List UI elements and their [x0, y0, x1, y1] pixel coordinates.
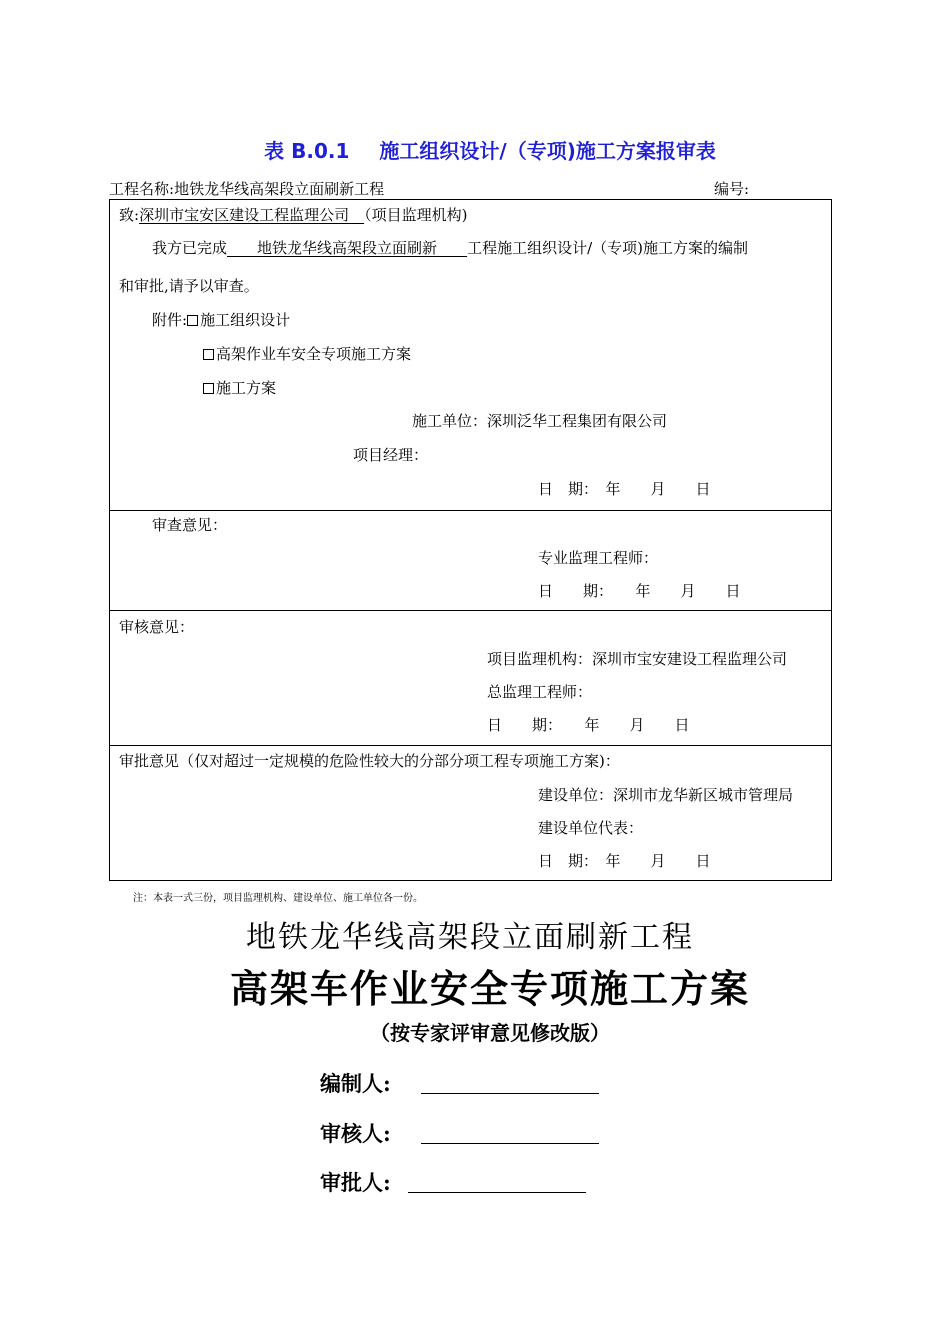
project-name: 地铁龙华线高架段立面刷新工程 [174, 180, 385, 198]
date-line: 日 期： 年 月 日 [487, 716, 690, 734]
attachment-item: 施工方案 [203, 377, 276, 398]
chief-engineer: 总监理工程师： [487, 683, 593, 701]
number-label: 编号: [714, 180, 750, 198]
divider [110, 510, 831, 511]
approval-form-table [109, 199, 832, 881]
cover-project-name: 地铁龙华线高架段立面刷新工程 [246, 920, 694, 955]
checkbox-icon[interactable] [203, 383, 214, 394]
project-name-line [109, 178, 384, 199]
addressee-line: 致:深圳市宝安区建设工程监理公司 （项目监理机构) [119, 206, 468, 224]
reviewer-label: 审核人: [320, 1121, 391, 1146]
approver-signature-line[interactable] [408, 1192, 586, 1193]
divider [110, 610, 831, 611]
owner-representative: 建设单位代表： [538, 819, 644, 837]
divider [110, 745, 831, 746]
checkbox-icon[interactable] [203, 349, 214, 360]
owner-unit: 建设单位：深圳市龙华新区城市管理局 [538, 786, 794, 804]
form-name: 施工组织设计/（专项)施工方案报审表 [379, 139, 716, 163]
specialist-engineer: 专业监理工程师： [538, 549, 659, 567]
compiler-signature-line[interactable] [421, 1093, 599, 1094]
attachment-item: 附件: 施工组织设计 [152, 311, 291, 329]
date-line: 日 期： 年 月 日 [538, 852, 711, 870]
form-title [0, 135, 950, 164]
statement-line-1: 我方已完成 地铁龙华线高架段立面刷新 工程施工组织设计/（专项)施工方案的编制 [152, 239, 748, 257]
checkbox-icon[interactable] [187, 315, 198, 326]
audit-opinion-label: 审核意见： [119, 618, 195, 636]
approval-opinion-label: 审批意见（仅对超过一定规模的危险性较大的分部分项工程专项施工方案)： [119, 752, 620, 770]
statement-project: 地铁龙华线高架段立面刷新 [257, 239, 438, 257]
project-manager: 项目经理： [353, 446, 429, 464]
statement-line-2: 和审批,请予以审查。 [119, 277, 259, 295]
supervisor-company: 深圳市宝安区建设工程监理公司 [139, 206, 350, 224]
footnote: 注：本表一式三份，项目监理机构、建设单位、施工单位各一份。 [133, 893, 423, 904]
review-opinion-label: 审查意见： [152, 516, 228, 534]
compiler-label: 编制人: [320, 1071, 391, 1096]
reviewer-signature-line[interactable] [421, 1143, 599, 1144]
date-line: 日 期： 年 月 日 [538, 480, 711, 498]
attachment-item: 高架作业车安全专项施工方案 [203, 343, 411, 364]
supervision-org: 项目监理机构：深圳市宝安建设工程监理公司 [487, 650, 788, 668]
form-code: 表 B.0.1 [264, 139, 350, 163]
contractor: 施工单位：深圳泛华工程集团有限公司 [412, 412, 668, 430]
date-line: 日 期： 年 月 日 [538, 582, 741, 600]
attachment-label: 附件: [152, 311, 188, 329]
cover-subtitle: （按专家评审意见修改版） [370, 1021, 610, 1045]
project-label: 工程名称: [109, 180, 175, 198]
approver-label: 审批人: [320, 1170, 391, 1195]
cover-title: 高架车作业安全专项施工方案 [229, 966, 750, 1011]
